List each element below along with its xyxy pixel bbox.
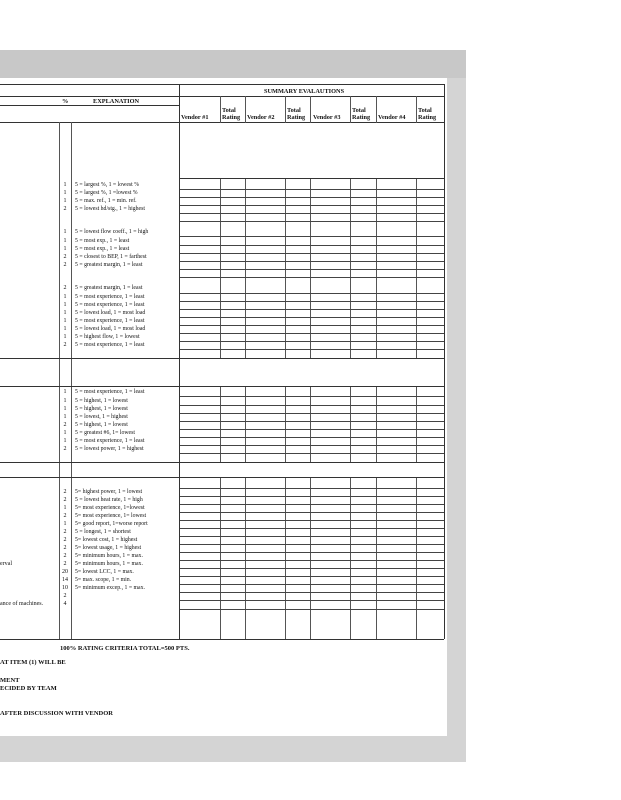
pct-value: 4 xyxy=(63,601,67,607)
pct-value: 2 xyxy=(63,342,67,348)
grid-line xyxy=(180,221,444,222)
explanation-text: 5 = most experience, 1 = least xyxy=(75,302,145,308)
grid-line xyxy=(180,600,444,601)
explanation-text: 5 = highest flow, 1 = lowest xyxy=(75,334,140,340)
pct-value: 20 xyxy=(62,569,68,575)
grid-line xyxy=(180,213,444,214)
pct-value: 1 xyxy=(63,398,67,404)
pct-value: 2 xyxy=(63,537,67,543)
grid-line xyxy=(180,293,444,294)
percent-header: % xyxy=(62,98,69,105)
pct-value: 1 xyxy=(63,389,67,395)
grid-line xyxy=(180,437,444,438)
grid-line xyxy=(180,544,444,545)
explanation-text: 5 = lowest load, 1 = most load xyxy=(75,326,146,332)
left-clipped-text: erval xyxy=(0,561,12,567)
evaluation-sheet xyxy=(0,78,447,736)
explanation-text: 5 = lowest heat rate, 1 = high xyxy=(75,497,143,503)
explanation-text: 5 = most experience, 1 = least xyxy=(75,438,145,444)
explanation-text: 5 = greatest margin, 1 = least xyxy=(75,262,143,268)
header-divider-1 xyxy=(0,96,444,97)
explanation-text: 5 = highest, 1 = lowest xyxy=(75,422,128,428)
pct-value: 2 xyxy=(63,285,67,291)
grid-line xyxy=(180,245,444,246)
pct-col-right xyxy=(71,122,72,639)
pct-value: 1 xyxy=(63,310,67,316)
pct-value: 1 xyxy=(63,294,67,300)
explanation-text: 5 = most experience, 1 = least xyxy=(75,318,145,324)
explanation-text: 5 = lowest flow coeff., 1 = high xyxy=(75,229,149,235)
grid-line xyxy=(180,301,444,302)
grid-line xyxy=(180,178,444,179)
explanation-text: 5= lowest LCC, 1 = max. xyxy=(75,569,134,575)
footer-note-3: ECIDED BY TEAM xyxy=(0,685,57,692)
grid-line xyxy=(180,333,444,334)
explanation-text: 5 = greatest margin, 1 = least xyxy=(75,285,143,291)
grid-line xyxy=(180,197,444,198)
grid-line xyxy=(180,277,444,278)
pct-value: 2 xyxy=(63,446,67,452)
blank-block-lower xyxy=(180,463,444,477)
pct-value: 1 xyxy=(63,229,67,235)
explanation-text: 5= minimum excep., 1 = max. xyxy=(75,585,145,591)
explanation-text: 5= minimum hours, 1 = max. xyxy=(75,553,143,559)
explanation-text: 5 = lowest, 1 = highest xyxy=(75,414,128,420)
grid-line xyxy=(180,405,444,406)
footer-note-4: AFTER DISCUSSION WITH VENDOR xyxy=(0,710,113,717)
grid-line xyxy=(180,496,444,497)
pct-value: 10 xyxy=(62,585,68,591)
vendor-4-rating-header: Rating xyxy=(418,114,437,121)
explanation-header: EXPLANATION xyxy=(93,98,140,105)
explanation-text: 5= good report, 1=worse report xyxy=(75,521,148,527)
pct-value: 2 xyxy=(63,206,67,212)
pct-value: 1 xyxy=(63,198,67,204)
pct-value: 1 xyxy=(63,238,67,244)
grid-line xyxy=(180,488,444,489)
pct-value: 2 xyxy=(63,254,67,260)
explanation-text: 5 = max. ref., 1 = min. ref. xyxy=(75,198,137,204)
pct-value: 1 xyxy=(63,334,67,340)
explanation-text: 5 = largest %, 1 = lowest % xyxy=(75,182,140,188)
explanation-text: 5= minimum hours, 1 = max. xyxy=(75,561,143,567)
grid-line xyxy=(180,253,444,254)
explanation-text: 5= highest power, 1 = lowest xyxy=(75,489,143,495)
rating-criteria-total: 100% RATING CRITERIA TOTAL=500 PTS. xyxy=(60,645,190,652)
vendor-2-header: Vendor #2 xyxy=(247,114,275,121)
vendor-3-total-header: Total xyxy=(352,107,366,114)
pct-value: 2 xyxy=(63,262,67,268)
pct-value: 1 xyxy=(63,326,67,332)
section-divider-d xyxy=(0,477,444,478)
explanation-text: 5 = lowest power, 1 = highest xyxy=(75,446,144,452)
explanation-text: 5= most experience, 1= lowest xyxy=(75,513,147,519)
grid-line xyxy=(180,576,444,577)
grid-line xyxy=(180,429,444,430)
vendor-1-header: Vendor #1 xyxy=(181,114,209,121)
pct-value: 1 xyxy=(63,414,67,420)
pct-value: 2 xyxy=(63,545,67,551)
header-divider-left xyxy=(0,105,179,106)
grid-line xyxy=(180,349,444,350)
pct-value: 1 xyxy=(63,505,67,511)
grid-line xyxy=(180,421,444,422)
grid-line xyxy=(180,536,444,537)
grid-line xyxy=(180,445,444,446)
explanation-text: 5 = longest, 1 = shortest xyxy=(75,529,131,535)
pct-value: 2 xyxy=(63,593,67,599)
pct-value: 2 xyxy=(63,497,67,503)
footer-note-1: AT ITEM (1) WILL BE xyxy=(0,659,66,666)
explanation-text: 5 = most experience, 1 = least xyxy=(75,389,145,395)
grid-line xyxy=(180,189,444,190)
table-top-border xyxy=(0,84,444,85)
blank-block-mid xyxy=(180,359,444,386)
explanation-text: 5 = highest, 1 = lowest xyxy=(75,406,128,412)
pct-value: 1 xyxy=(63,318,67,324)
explanation-text: 5 = most exp., 1 = least xyxy=(75,238,130,244)
pct-value: 1 xyxy=(63,246,67,252)
section-divider-b xyxy=(0,386,444,387)
grid-line xyxy=(180,309,444,310)
explanation-text: 5 = highest, 1 = lowest xyxy=(75,398,128,404)
table-right-border xyxy=(444,84,445,639)
pct-value: 2 xyxy=(63,561,67,567)
grid-line xyxy=(180,560,444,561)
pct-value: 2 xyxy=(63,513,67,519)
grid-line xyxy=(180,552,444,553)
explanation-text: 5 = most experience, 1 = least xyxy=(75,294,145,300)
pct-value: 1 xyxy=(63,302,67,308)
pct-value: 2 xyxy=(63,489,67,495)
grid-line xyxy=(180,592,444,593)
explanation-text: 5 = closest to BEP, 1 = farthest xyxy=(75,254,147,260)
pct-value: 14 xyxy=(62,577,68,583)
grid-line xyxy=(180,453,444,454)
grid-line xyxy=(180,413,444,414)
grid-line xyxy=(180,236,444,237)
grid-line xyxy=(180,568,444,569)
page-top-band xyxy=(0,50,466,78)
pct-value: 1 xyxy=(63,430,67,436)
pct-value: 1 xyxy=(63,438,67,444)
pct-value: 1 xyxy=(63,406,67,412)
table-bottom-border xyxy=(0,639,444,640)
pct-value: 2 xyxy=(63,422,67,428)
explanation-text: 5= most experience, 1=lowest xyxy=(75,505,145,511)
vendor-4-total-header: Total xyxy=(418,107,432,114)
grid-line xyxy=(180,520,444,521)
grid-line xyxy=(180,609,444,610)
grid-line xyxy=(180,341,444,342)
grid-line xyxy=(180,325,444,326)
vendor-2-rating-header: Rating xyxy=(287,114,306,121)
grid-line xyxy=(180,261,444,262)
pct-value: 2 xyxy=(63,529,67,535)
grid-line xyxy=(180,528,444,529)
vendor-4-header: Vendor #4 xyxy=(378,114,406,121)
vendor-1-total-header: Total xyxy=(222,107,236,114)
pct-value: 1 xyxy=(63,182,67,188)
grid-line xyxy=(180,512,444,513)
explanation-text: 5 = largest %, 1 =lowest % xyxy=(75,190,138,196)
grid-line xyxy=(180,396,444,397)
pct-value: 1 xyxy=(63,190,67,196)
explanation-text: 5 = most exp., 1 = least xyxy=(75,246,130,252)
summary-title: SUMMARY EVALAUTIONS xyxy=(264,88,345,95)
explanation-text: 5 = lowest load, 1 = most load xyxy=(75,310,146,316)
explanation-text: 5 = lowest hd/stg., 1 = highest xyxy=(75,206,145,212)
blank-block-top xyxy=(180,123,444,178)
explanation-text: 5 = most experience, 1 = least xyxy=(75,342,145,348)
vendor-3-rating-header: Rating xyxy=(352,114,371,121)
grid-line xyxy=(180,317,444,318)
grid-line xyxy=(180,504,444,505)
footer-note-2: MENT xyxy=(0,677,20,684)
vendor-2-total-header: Total xyxy=(287,107,301,114)
grid-line xyxy=(180,269,444,270)
grid-line xyxy=(180,584,444,585)
left-clipped-text: ance of machines. xyxy=(0,601,44,607)
pct-value: 2 xyxy=(63,553,67,559)
explanation-text: 5= lowest cost, 1 = highest xyxy=(75,537,138,543)
pct-value: 1 xyxy=(63,521,67,527)
explanation-text: 5= max. scope, 1 = min. xyxy=(75,577,132,583)
vendor-1-rating-header: Rating xyxy=(222,114,241,121)
grid-line xyxy=(180,205,444,206)
explanation-text: 5= lowest usage, 1 = highest xyxy=(75,545,142,551)
vendor-3-header: Vendor #3 xyxy=(313,114,341,121)
explanation-text: 5 = greatest #6, 1= lowest xyxy=(75,430,135,436)
